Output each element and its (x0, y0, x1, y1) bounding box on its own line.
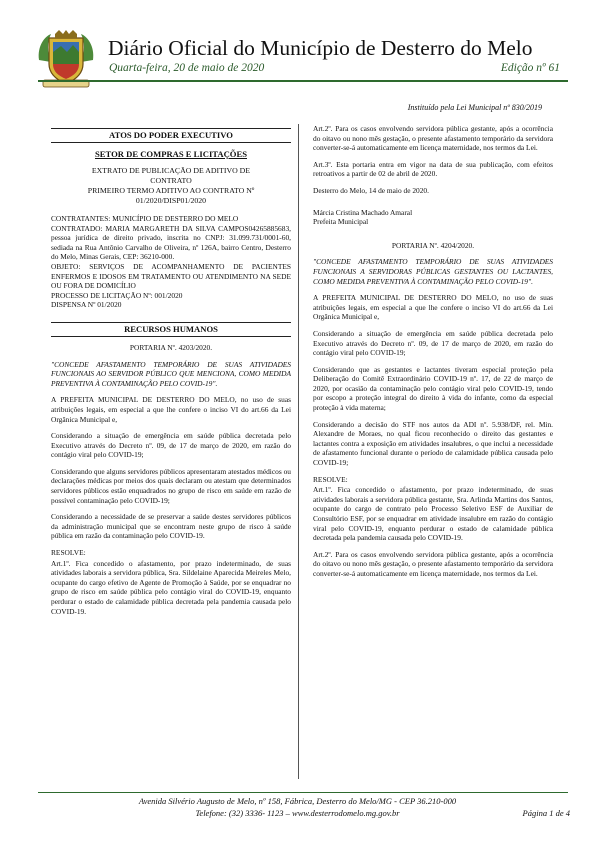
right-column (313, 124, 553, 586)
article: Art.2º. Para os casos envolvendo servidora pública gestante, após a ocorrência do oitavo ou nono mês gestação, o presente afastamento temporário da servidora converter-se-á automaticamente em licença maternidade, nos termos da Lei. (313, 124, 553, 153)
extrato-line: EXTRATO DE PUBLICAÇÃO DE ADITIVO DE (91, 166, 251, 175)
portaria-ementa: "CONCEDE AFASTAMENTO TEMPORÁRIO DE SUAS ATIVIDADES FUNCIONAIS A SERVIDORAS PÚBLICAS GESTANTES OU LACTANTES, COMO MEDIDA PREVENTIVA À CONTAMINAÇÃO PELO COVID-19". (313, 257, 553, 286)
paragraph: Considerando a situação de emergência em saúde pública decretada pelo Executivo através do Decreto nº. 09, de 17 de março de 2020, em razão do contágio viral pelo COVID-19; (313, 328, 553, 358)
contract-dispensa: DISPENSA Nº 01/2020 (51, 300, 122, 310)
publication-date: Quarta-feira, 20 de maio de 2020 (109, 62, 265, 74)
section-heading-text: ATOS DO PODER EXECUTIVO (109, 130, 233, 140)
section-heading-hr (51, 322, 291, 337)
signer-name: Márcia Cristina Machado Amaral (313, 207, 413, 217)
paragraph: A PREFEITA MUNICIPAL DE DESTERRO DO MELO, no uso de suas atribuições legais, em especial a que lhe confere o inciso VI do art.66 da Lei Orgânica Municipal e, (313, 293, 553, 322)
footer-rule (38, 792, 568, 793)
edition-number: Edição nº 61 (500, 62, 560, 74)
contract-process: PROCESSO DE LICITAÇÃO Nº: 001/2020 (51, 290, 183, 300)
article: Art.3º. Esta portaria entra em vigor na data de sua publicação, com efeitos retroativos a partir de 02 de abril de 2020. (313, 159, 553, 179)
resolve-label: RESOLVE: (51, 548, 86, 558)
signer-role: Prefeita Municipal (313, 217, 369, 227)
extrato-line: PRIMEIRO TERMO ADITIVO AO CONTRATO Nº (87, 186, 255, 195)
contract-parties: CONTRATANTES: MUNICÍPIO DE DESTERRO DO MELO (51, 214, 239, 223)
header-rule (38, 80, 568, 82)
paragraph: Considerando a necessidade de se preservar a saúde destes servidores públicos da administração municipal que se encontram neste grupo de risco à saúde pública em razão da contaminação pelo COVID-19. (51, 512, 291, 541)
paragraph: Considerando a decisão do STF nos autos da ADI nº. 5.938/DF, rel. Min. Alexandre de Moraes, no qual ficou reconhecido o direito das gestantes e lactantes contra a exposição em atividades insalubres, o que inclui a necessidade de afastamento funcional durante o período de calamidade pública causada pelo COVID-19; (313, 419, 553, 468)
portaria-ementa: "CONCEDE AFASTAMENTO TEMPORÁRIO DE SUAS ATIVIDADES FUNCIONAIS AO SERVIDOR PÚBLICO QUE MENCIONA, COMO MEDIDA PREVENTIVA À CONTAMINAÇÃO PELO COVID-19". (51, 359, 291, 388)
contract-object: OBJETO: SERVIÇOS DE ACOMPANHAMENTO DE PACIENTES ENFERMOS E IDOSOS EM TRATAMENTO OU ATENDIMENTO NA SEDE OU FORA DE DOMICÍLIO (51, 261, 291, 291)
footer-contact: Telefone: (32) 3336- 1123 – www.desterrodomelo.mg.gov.br (195, 808, 400, 818)
contract-details (51, 214, 291, 310)
paragraph: Considerando que alguns servidores públicos apresentaram atestados médicos ou declarações médicas por meios dos quais declaram ou atestam que determinados servidores públicos estão enquadrados no grupo de risco em saúde em razão de possível contaminação pelo COVID-19; (51, 466, 291, 505)
article: Art.1º. Fica concedido o afastamento, por prazo indeterminado, de suas atividades laborais a servidora pública, Sra. Sildelaine Aparecida Meireles Melo, ocupante do cargo efetivo de Agente de Promoção à Saúde, por se enquadrar no grupo de risco em saúde pública pelo contágio viral do COVID-19, enquanto perdurar o estado de calamidade pública decretada pela pandemia causada pelo COVID-19. (51, 558, 291, 616)
resolve-label: RESOLVE: (313, 474, 348, 484)
article: Art.1º. Fica concedido o afastamento, por prazo indeterminado, de suas atividades laborais a servidora pública gestante, Sra. Arlinda Martins dos Santos, ocupante do cargo de contrato pelo Processo Seletivo ESF de Auxiliar de Consultório ESF, por se enquadrar em atividade insalubre em razão do contágio viral pelo COVID-19, enquanto perdurar o estado de calamidade pública decretada pela pandemia causada pelo COVID-19. (313, 485, 553, 543)
column-divider (298, 124, 299, 779)
paragraph: Considerando que as gestantes e lactantes tiveram especial proteção pela Deliberação do Comitê Extraordinário COVID-19 nº. 17, de 22 de março de 2020, por ocasião da contaminação pelo contágio viral pelo COVID-19, tendo por escopo a proteção integral do direito à vida do infante, como da especial proteção à vida materna; (313, 364, 553, 413)
page-number: Página 1 de 4 (522, 808, 570, 818)
newspaper-title: Diário Oficial do Município de Desterro do Melo (108, 36, 533, 60)
extrato-heading (51, 166, 291, 206)
footer-address: Avenida Silvério Augusto de Melo, nº 158, Fábrica, Desterro do Melo/MG - CEP 36.210-000 (138, 796, 457, 806)
extrato-line: CONTRATO (150, 176, 192, 185)
section-heading-executive (51, 128, 291, 143)
institution-note: Instituído pela Lei Municipal nº 830/2019 (407, 103, 542, 112)
portaria-title: PORTARIA Nº. 4203/2020. (129, 342, 213, 352)
paragraph: A PREFEITA MUNICIPAL DE DESTERRO DO MELO, no uso de suas atribuições legais, em especial a que lhe confere o inciso VI do art.66 da Lei Orgânica Municipal e, (51, 395, 291, 424)
portaria-title: PORTARIA Nº. 4204/2020. (391, 240, 475, 250)
section-heading-text: SETOR DE COMPRAS E LICITAÇÕES (94, 149, 247, 159)
paragraph: Considerando a situação de emergência em saúde pública decretada pelo Executivo através do Decreto nº. 09, de 17 de março de 2020, em razão do contágio viral pelo COVID-19; (51, 431, 291, 460)
local-date: Desterro do Melo, 14 de maio de 2020. (313, 185, 429, 195)
section-heading-text: RECURSOS HUMANOS (124, 323, 218, 334)
contract-contracted: CONTRATADO: MARIA MARGARETH DA SILVA CAMPOS04265885683, pessoa jurídica de direito privado, inscrita no CNPJ: 31.099.731/0001-60, sediada na Rua Antônio Carvalho de Oliveira, nº 126A, bairro Centro, Desterro do Melo, Minas Gerais, CEP: 36210-000. (51, 223, 291, 262)
left-column (51, 124, 291, 623)
extrato-line: 01/2020/DISP01/2020 (135, 196, 207, 205)
section-heading-purchasing (51, 149, 291, 160)
article: Art.2º. Para os casos envolvendo servidora pública gestante, após a ocorrência do oitavo ou nono mês gestação, o presente afastamento temporário da servidora converter-se-á automaticamente em licença maternidade, nos termos da Lei. (313, 549, 553, 578)
